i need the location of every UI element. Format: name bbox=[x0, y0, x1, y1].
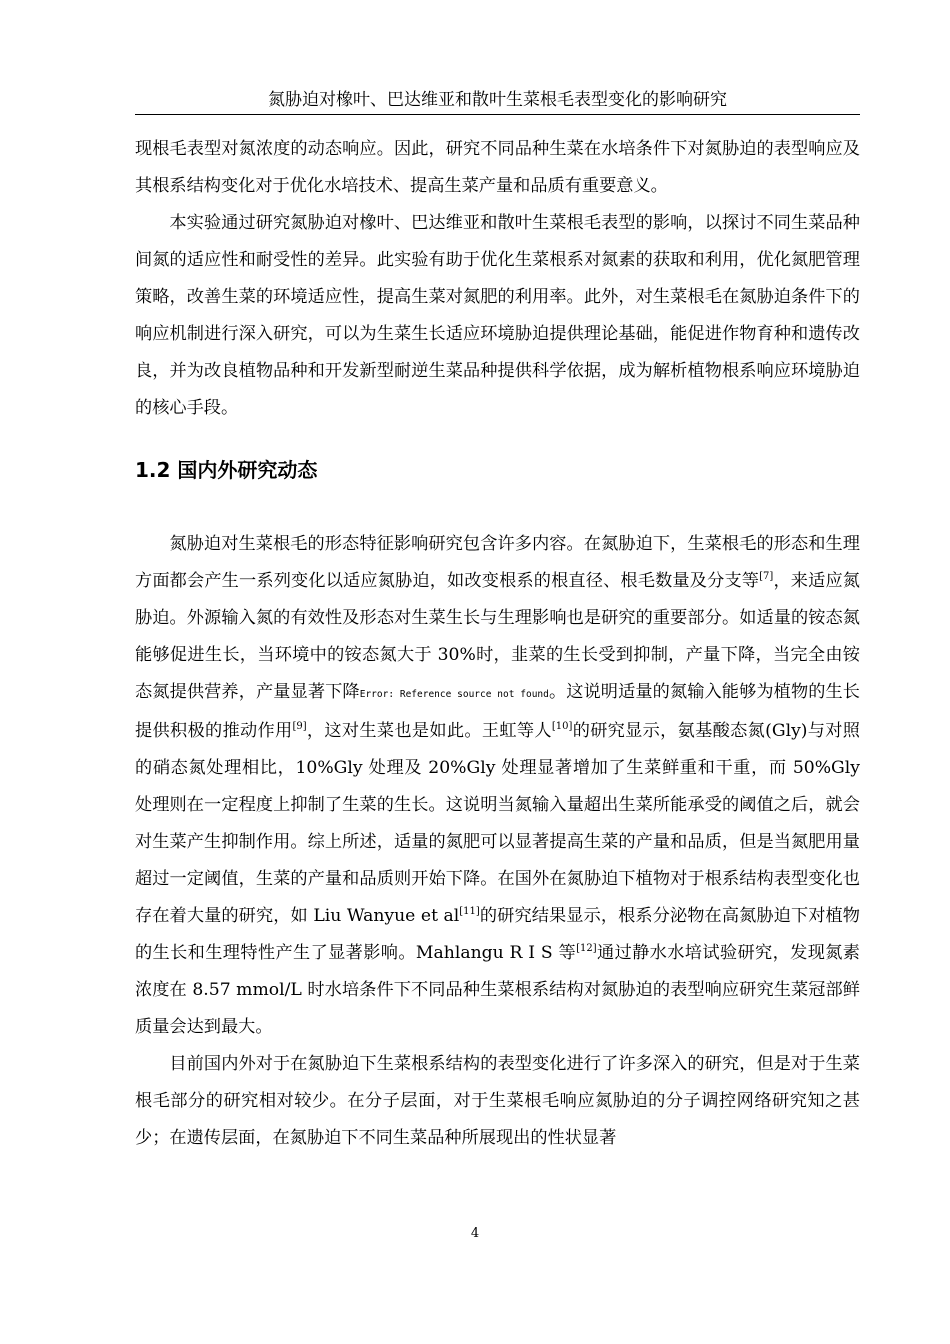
page-body bbox=[135, 131, 860, 1157]
citation-11: [11] bbox=[459, 906, 480, 917]
paragraph-research-gap: 目前国内外对于在氮胁迫下生菜根系结构的表型变化进行了许多深入的研究，但是对于生菜根毛部分的研究相对较少。在分子层面，对于生菜根毛响应氮胁迫的分子调控网络研究知之甚少；在遗传层面，在氮胁迫下不同生菜品种所展现出的性状显著 bbox=[135, 1054, 860, 1148]
paragraph-research-status bbox=[135, 526, 860, 1046]
citation-10: [10] bbox=[551, 721, 573, 732]
reference-error-text: Error: Reference source not found bbox=[359, 689, 549, 700]
section-heading: 1.2 国内外研究动态 bbox=[135, 458, 318, 482]
citation-7: [7] bbox=[759, 571, 774, 582]
text-segment: 。这说明适量的氮输入能够为植物的生长提供积极的推动作用 bbox=[135, 682, 860, 741]
text-segment: 的研究显示，氨基酸态氮(Gly)与对照的硝态氮处理相比，10%Gly 处理及 20%Gly 处理显著增加了生菜鲜重和干重，而 50%Gly 处理则在一定程度上抑制了生菜的生长。这说明当氮输入量超出生菜所能承受的阈值之后，就会对生菜产生抑制作用。综上所述，适量的氮肥可以显著提高生菜的产量和品质，但是当氮肥用量超过一定阈值，生菜的产量和品质则开始下降。在国外在氮胁迫下植物对于根系结构表型变化也存在着大量的研究，如 Liu Wanyue et al bbox=[135, 721, 860, 926]
text-segment: 的研究结果显示，根系分泌物在高氮胁迫下对植物的生长和生理特性产生了显著影响。Mahlangu R I S 等 bbox=[135, 906, 860, 963]
paragraph-continued: 现根毛表型对氮浓度的动态响应。因此，研究不同品种生菜在水培条件下对氮胁迫的表型响应及其根系结构变化对于优化水培技术、提高生菜产量和品质有重要意义。 bbox=[135, 139, 860, 196]
text-segment: ，这对生菜也是如此。王虹等人 bbox=[306, 721, 552, 741]
running-header: 氮胁迫对橡叶、巴达维亚和散叶生菜根毛表型变化的影响研究 bbox=[135, 88, 860, 115]
section-heading-wrap bbox=[135, 455, 860, 485]
citation-9: [9] bbox=[292, 721, 307, 732]
paragraph-purpose: 本实验通过研究氮胁迫对橡叶、巴达维亚和散叶生菜根毛表型的影响，以探讨不同生菜品种间氮的适应性和耐受性的差异。此实验有助于优化生菜根系对氮素的获取和利用，优化氮肥管理策略，改善生菜的环境适应性，提高生菜对氮肥的利用率。此外，对生菜根毛在氮胁迫条件下的响应机制进行深入研究，可以为生菜生长适应环境胁迫提供理论基础，能促进作物育种和遗传改良，并为改良植物品种和开发新型耐逆生菜品种提供科学依据，成为解析植物根系响应环境胁迫的核心手段。 bbox=[135, 213, 860, 418]
citation-12: [12] bbox=[576, 943, 597, 954]
text-segment: 通过静水水培试验研究，发现氮素浓度在 8.57 mmol/L 时水培条件下不同品种生菜根系结构对氮胁迫的表型响应研究生菜冠部鲜质量会达到最大。 bbox=[135, 943, 860, 1037]
text-segment: ，来适应氮胁迫。外源输入氮的有效性及形态对生菜生长与生理影响也是研究的重要部分。如适量的铵态氮能够促进生长，当环境中的铵态氮大于 30%时，韭菜的生长受到抑制，产量下降，当完全由铵态氮提供营养，产量显著下降 bbox=[135, 571, 860, 702]
page-number: 4 bbox=[470, 1226, 480, 1241]
text-segment: 氮胁迫对生菜根毛的形态特征影响研究包含许多内容。在氮胁迫下，生菜根毛的形态和生理方面都会产生一系列变化以适应氮胁迫，如改变根系的根直径、根毛数量及分支等 bbox=[135, 534, 860, 591]
